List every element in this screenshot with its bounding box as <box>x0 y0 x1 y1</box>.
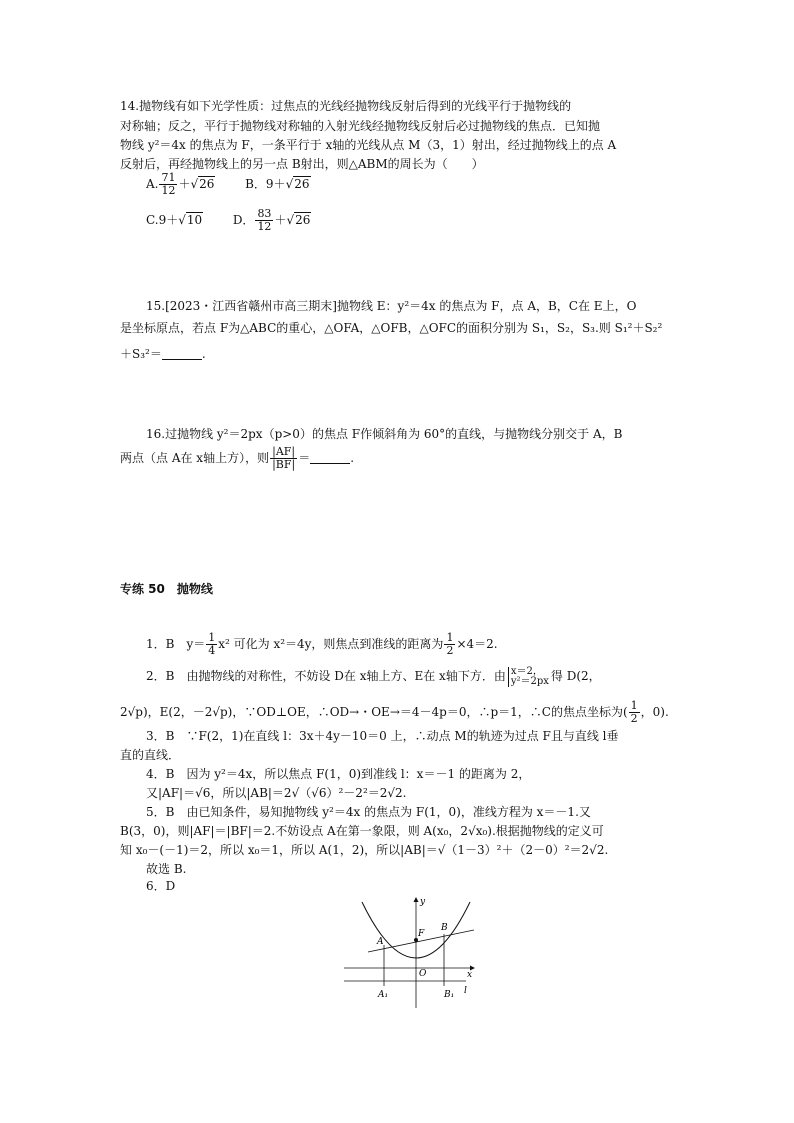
label-a1: A₁ <box>378 990 389 1000</box>
q15-line3: ＋S₃²＝ . <box>120 347 206 361</box>
label-o: O <box>419 969 427 979</box>
label-a: A <box>377 937 384 947</box>
answer-5-line4: 故选 B. <box>146 862 187 876</box>
answer-3-line1: 3．B ∵F(2，1)在直线 l：3x＋4y－10＝0 上，∴动点 M的轨迹为过点 F且与直线 l垂 <box>146 729 619 743</box>
option-d: D． $\frac{83}{12}$ ＋√26 <box>232 207 311 233</box>
q15-line2: 是坐标原点，若点 F为△ABC的重心，△OFA，△OFB，△OFC的面积分别为 S₁，S₂，S₃.则 S₁²＋S₂² <box>120 321 663 335</box>
label-b: B <box>441 923 448 933</box>
label-l: l <box>464 986 467 996</box>
label-y: y <box>420 897 426 907</box>
parabola-figure <box>340 894 480 1014</box>
answer-5-line2: B(3，0)，则|AF|＝|BF|＝2.不妨设点 A在第一象限，则 A(x₀，2√x₀).根据抛物线的定义可 <box>120 824 604 838</box>
answer-5-line1: 5．B 由已知条件，易知抛物线 y²＝4x 的焦点为 F(1，0)，准线方程为 x＝－1.又 <box>146 805 591 819</box>
q14-options-row2 <box>146 208 706 233</box>
answer-blank <box>162 347 202 360</box>
q14-options-row1 <box>146 172 706 197</box>
option-c: C.9＋√10 <box>146 213 203 227</box>
q16-line1: 16.过抛物线 y²＝2px（p>0）的焦点 F作倾斜角为 60°的直线，与抛物线分别交于 A，B <box>146 427 623 441</box>
answer-4-line2: 又|AF|＝√6，所以|AB|＝2√（√6）²－2²＝2√2. <box>146 786 407 800</box>
answer-4-line1: 4．B 因为 y²＝4x，所以焦点 F(1，0)到准线 l：x＝－1 的距离为 2， <box>146 767 531 781</box>
y-axis-arrow <box>414 897 419 902</box>
answer-3-line2: 直的直线． <box>120 748 181 762</box>
answer-blank <box>310 451 350 464</box>
q14-line4: 反射后，再经抛物线上的另一点 B射出，则△ABM的周长为（ ） <box>120 157 484 171</box>
answer-2-line1: 2．B 由抛物线的对称性，不妨设 D在 x轴上方、E在 x轴下方．由 x＝2， y²＝2px 得 D(2， <box>146 665 601 687</box>
option-a: A. $\frac{71}{12}$ ＋√26 <box>146 171 215 197</box>
option-b: B．9＋√26 <box>245 177 310 191</box>
label-b1: B₁ <box>444 990 455 1000</box>
answer-6: 6．D <box>146 879 176 893</box>
q15-line1: 15.[2023・江西省赣州市高三期末]抛物线 E：y²＝4x 的焦点为 F，点 A，B，C在 E上，O <box>146 299 637 313</box>
q14-line1: 14.抛物线有如下光学性质：过焦点的光线经抛物线反射后得到的光线平行于抛物线的 <box>120 99 572 113</box>
answer-1: 1．B y＝ $\frac{1}{4}$ x² 可化为 x²＝4y，则焦点到准线的距离为 $\frac{1}{2}$ ×4＝2. <box>146 631 498 657</box>
q16-line2: 两点（点 A在 x轴上方），则 $\frac{|AF|}{|BF|}$ ＝ . <box>120 445 355 471</box>
q14-line3: 物线 y²＝4x 的焦点为 F，一条平行于 x轴的光线从点 M（3，1）射出，经过抛物线上的点 A <box>120 138 617 152</box>
section-heading: 专练 50 抛物线 <box>120 582 213 596</box>
answer-2-line2: 2√p)，E(2，－2√p)，∵OD⊥OE，∴OD→・OE→＝4－4p＝0，∴p＝1，∴C的焦点坐标为( $\frac{1}{2}$ ，0). <box>120 699 669 725</box>
label-x: x <box>467 970 473 980</box>
q14-line2: 对称轴；反之，平行于抛物线对称轴的入射光线经抛物线反射后必过抛物线的焦点．已知抛 <box>120 119 601 133</box>
label-f: F <box>418 929 425 939</box>
answer-5-line3: 知 x₀－(－1)＝2，所以 x₀＝1，所以 A(1，2)，所以|AB|＝√（1－3）²＋（2－0）²＝2√2. <box>120 843 609 857</box>
